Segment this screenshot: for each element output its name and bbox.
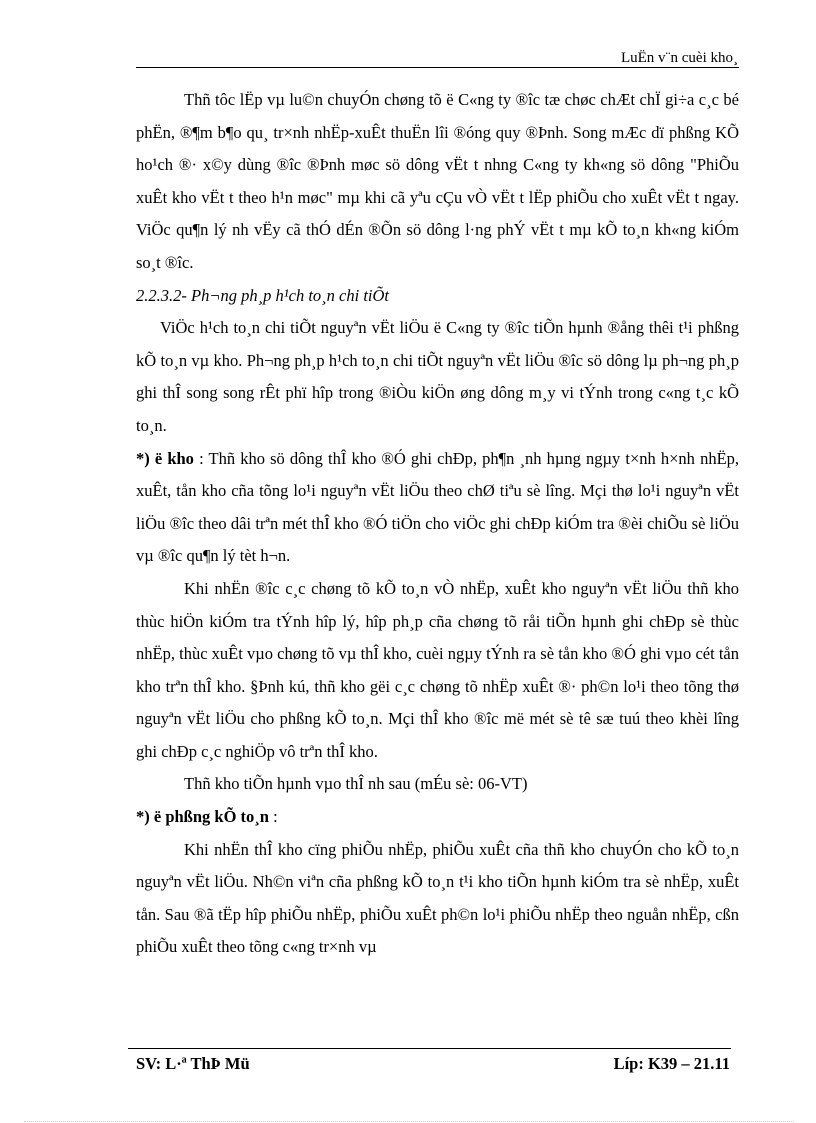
running-title: LuËn v¨n cuèi kho¸ (620, 50, 738, 66)
paragraph-6 (136, 801, 739, 834)
document-body (136, 84, 739, 964)
footer-student: SV: L·ª ThÞ Mü (136, 1054, 250, 1073)
footer-divider (128, 1048, 731, 1049)
paragraph-7: Khi nhËn thÎ kho cïng phiÕu nhËp, phiÕu xuÊt cña thñ kho chuyÓn cho kÕ to¸n nguyªn vËt liÖu. Nh©n viªn cña phßng kÕ to¸n t¹i kho tiÕn hµnh kiÓm tra sè nhËp, xuÊt tån. Sau ®ã tËp hîp phiÕu nhËp, phiÕu xuÊt ph©n lo¹i phiÕu nhËp theo nguån nhËp, cßn phiÕu xuÊt theo tõng c«ng tr×nh vµ (136, 839, 739, 957)
header-divider (136, 67, 739, 68)
paragraph-3-text: : Thñ kho sö dông thÎ kho ®Ó ghi chÐp, ph¶n ¸nh hµng ngµy t×nh h×nh nhËp, xuÊt, tån kho cña tõng lo¹i nguyªn vËt liÖu theo chØ tiªu sè lîng. Mçi thø lo¹i nguyªn vËt liÖu ®îc theo dâi trªn mét thÎ kho ®Ó tiÖn cho viÖc ghi chÐp kiÓm tra ®èi chiÕu sè liÖu vµ ®îc qu¶n lý tèt h¬n. (136, 448, 740, 566)
paragraph-6-text: : (268, 807, 278, 827)
paragraph-4: Khi nhËn ®îc c¸c chøng tõ kÕ to¸n vÒ nhËp, xuÊt kho nguyªn vËt liÖu thñ kho thùc hiÖn kiÓm tra tÝnh hîp lý, hîp ph¸p cña chøng tõ råi tiÕn hµnh ghi chÐp sè thùc nhËp, thùc xuÊt vµo chøng tõ vµ thÎ kho, cuèi ngµy tÝnh ra sè tån kho ®Ó ghi vµo cét tån kho trªn thÎ kho. §Þnh kú, thñ kho gëi c¸c chøng tõ nhËp xuÊt ®· ph©n lo¹i theo tõng thø nguyªn vËt liÖu cho phßng kÕ to¸n. Mçi thÎ kho ®îc më mét sè tê sæ tuú theo khèi lîng ghi chÐp c¸c nghiÖp vô trªn thÎ kho. (136, 578, 739, 761)
section-subheading: 2.2.3.2- Ph¬ng ph¸p h¹ch to¸n chi tiÕt (136, 285, 390, 305)
paragraph-3 (136, 443, 739, 573)
footer-class: Líp: K39 – 21.11 (613, 1054, 730, 1073)
paragraph-3-label: *) ë kho (136, 448, 194, 468)
page-bottom-edge (24, 1121, 794, 1122)
paragraph-1: Thñ tôc lËp vµ lu©n chuyÓn chøng tõ ë C«ng ty ®îc tæ chøc chÆt chÏ gi÷a c¸c bé phËn, ®¶m b¶o qu¸ tr×nh nhËp-xuÊt thuËn lîi ®óng quy ®Þnh. Song mÆc dï phßng KÕ ho¹ch ®· x©y dùng ®îc ®Þnh møc sö dông vËt t nhng C«ng ty kh«ng sö dông "PhiÕu xuÊt kho vËt t theo h¹n møc" mµ khi cã yªu cÇu vÒ vËt t lËp phiÕu cho xuÊt vËt t ngay. ViÖc qu¶n lý nh vËy cã thÓ dÉn ®Õn sö dông l·ng phÝ vËt t mµ kÕ to¸n kh«ng kiÓm so¸t ®îc. (136, 90, 739, 272)
paragraph-2: ViÖc h¹ch to¸n chi tiÕt nguyªn vËt liÖu ë C«ng ty ®îc tiÕn hµnh ®ång thêi t¹i phßng kÕ to¸n vµ kho. Ph¬ng ph¸p h¹ch to¸n chi tiÕt nguyªn vËt liÖu ®îc sö dông lµ ph¬ng ph¸p ghi thÎ song song rÊt phï hîp trong ®iÒu kiÖn øng dông m¸y vi tÝnh trong c«ng t¸c kÕ to¸n. (136, 318, 739, 435)
paragraph-6-label: *) ë phßng kÕ to¸n (136, 807, 269, 827)
paragraph-5: Thñ kho tiÕn hµnh vµo thÎ nh sau (mÉu sè: 06-VT) (184, 774, 528, 794)
